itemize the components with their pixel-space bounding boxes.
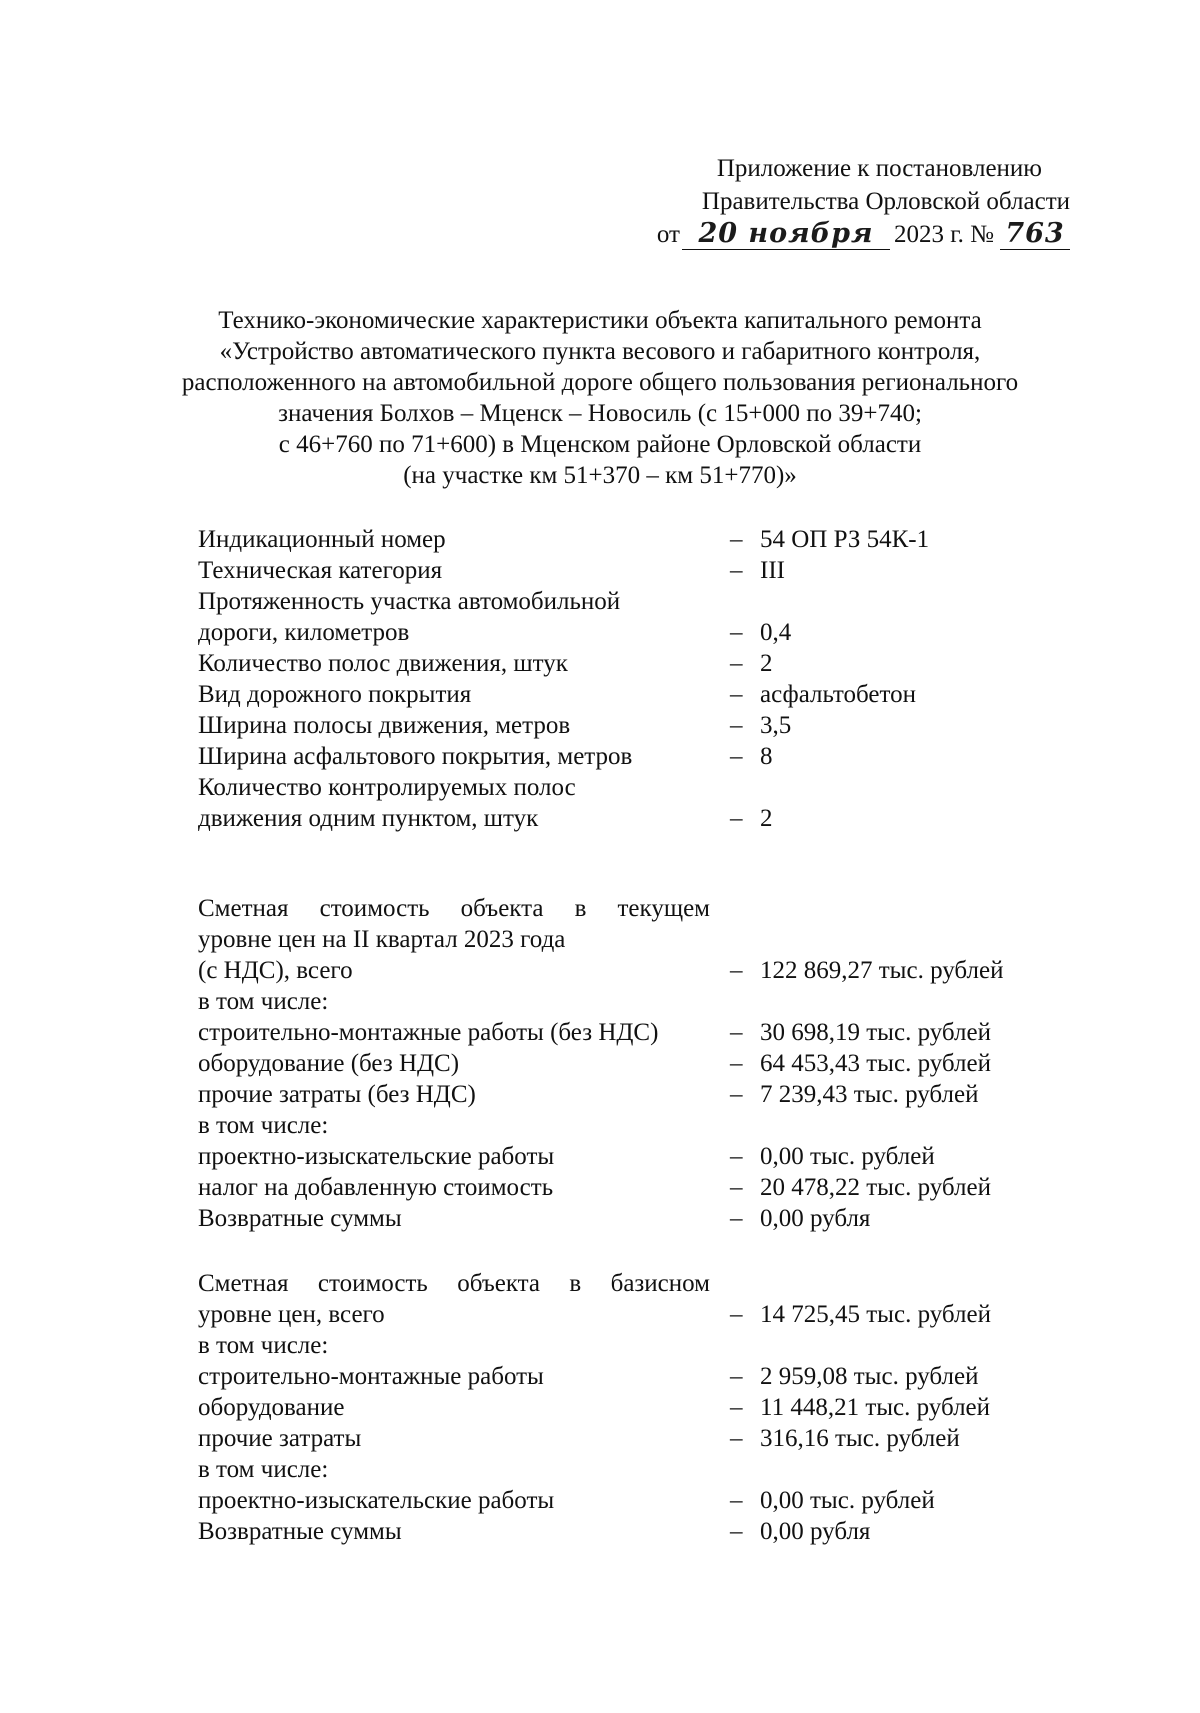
title-line: Технико-экономические характеристики объекта капитального ремонта [218,307,982,334]
param-label-line: дороги, километров [198,619,410,646]
cost-row [198,955,1098,986]
param-row [198,648,1098,679]
param-value: асфальтобетон [760,681,916,708]
param-row [198,555,1098,586]
cost-row [198,1299,1098,1330]
cost-value: 7 239,43 тыс. рублей [760,1081,979,1108]
param-dash: – [730,619,743,646]
current-cost-section [198,893,1098,1234]
document-title [150,305,1050,491]
cost-intro: Сметная стоимость объекта в текущем [198,895,710,922]
cost-row [198,1141,1098,1172]
cost-value: 11 448,21 тыс. рублей [760,1394,991,1421]
cost-row [198,1203,1098,1234]
cost-label: в том числе: [198,1112,329,1139]
title-line: (на участке км 51+370 – км 51+770)» [403,462,797,489]
cost-label: в том числе: [198,988,329,1015]
title-line: значения Болхов – Мценск – Новосиль (с 15+000 по 39+740; [278,400,922,427]
cost-label: прочие затраты (без НДС) [198,1081,476,1108]
cost-label: Возвратные суммы [198,1518,402,1545]
cost-row [198,893,1098,924]
param-dash: – [730,681,743,708]
param-value: 8 [760,743,773,770]
param-row [198,710,1098,741]
cost-row [198,1516,1098,1547]
cost-row [198,1172,1098,1203]
cost-row [198,1017,1098,1048]
param-label: Техническая категория [198,557,443,584]
param-dash: – [730,650,743,677]
param-dash: – [730,557,743,584]
cost-dash: – [730,1363,743,1390]
cost-dash: – [730,1143,743,1170]
cost-value: 0,00 тыс. рублей [760,1143,935,1170]
cost-value: 64 453,43 тыс. рублей [760,1050,991,1077]
param-label: Количество полос движения, штук [198,650,568,677]
param-dash: – [730,526,743,553]
param-row [198,586,1098,648]
param-dash: – [730,712,743,739]
header-line-1: Приложение к постановлению [716,155,1042,182]
cost-value: 122 869,27 тыс. рублей [760,957,1004,984]
param-value: 2 [760,805,773,832]
cost-label: налог на добавленную стоимость [198,1174,554,1201]
param-label [198,772,718,834]
param-label-line: движения одним пунктом, штук [198,805,539,832]
cost-dash: – [730,1050,743,1077]
cost-dash: – [730,1081,743,1108]
appendix-header [640,152,1070,251]
param-label [198,586,718,648]
cost-row [198,1485,1098,1516]
param-value: 3,5 [760,712,792,739]
cost-row [198,1048,1098,1079]
cost-intro: уровне цен на II квартал 2023 года [198,926,566,953]
param-row [198,524,1098,555]
param-value: 2 [760,650,773,677]
param-row [198,772,1098,834]
cost-row [198,1110,1098,1141]
header-line-2: Правительства Орловской области [701,188,1070,215]
cost-value: 20 478,22 тыс. рублей [760,1174,991,1201]
cost-label: в том числе: [198,1456,329,1483]
cost-dash: – [730,1174,743,1201]
cost-dash: – [730,1301,743,1328]
cost-value: 14 725,45 тыс. рублей [760,1301,991,1328]
cost-label: уровне цен, всего [198,1301,385,1328]
param-label-line: Количество контролируемых полос [198,774,576,801]
param-value: 54 ОП РЗ 54К-1 [760,526,930,553]
param-dash: – [730,805,743,832]
cost-row [198,1361,1098,1392]
cost-label: прочие затраты [198,1425,362,1452]
cost-label: оборудование (без НДС) [198,1050,460,1077]
cost-value: 0,00 рубля [760,1205,871,1232]
cost-value: 30 698,19 тыс. рублей [760,1019,991,1046]
cost-dash: – [730,1425,743,1452]
cost-label: проектно-изыскательские работы [198,1143,555,1170]
cost-row [198,986,1098,1017]
title-line: «Устройство автоматического пункта весового и габаритного контроля, [219,338,981,365]
cost-value: 0,00 рубля [760,1518,871,1545]
cost-value: 316,16 тыс. рублей [760,1425,960,1452]
handwritten-number: 763 [1000,219,1070,250]
param-label: Ширина полосы движения, метров [198,712,571,739]
param-label-line: Протяженность участка автомобильной [198,588,621,615]
param-label: Вид дорожного покрытия [198,681,472,708]
param-value: 0,4 [760,619,792,646]
title-line: расположенного на автомобильной дороге общего пользования регионального [181,369,1019,396]
title-line: с 46+760 по 71+600) в Мценском районе Орловской области [278,431,922,458]
handwritten-date: 20 ноября [682,219,890,250]
cost-row [198,1330,1098,1361]
cost-dash: – [730,1019,743,1046]
param-label: Ширина асфальтового покрытия, метров [198,743,633,770]
cost-row [198,1392,1098,1423]
cost-label: проектно-изыскательские работы [198,1487,555,1514]
header-year: 2023 г. № [893,221,994,248]
cost-row [198,924,1098,955]
cost-label: Возвратные суммы [198,1205,402,1232]
cost-row [198,1423,1098,1454]
header-from: от [656,221,680,248]
param-label: Индикационный номер [198,526,446,553]
cost-label: в том числе: [198,1332,329,1359]
param-row [198,741,1098,772]
cost-row [198,1079,1098,1110]
cost-row [198,1454,1098,1485]
cost-dash: – [730,1205,743,1232]
cost-dash: – [730,957,743,984]
cost-intro: Сметная стоимость объекта в базисном [198,1270,710,1297]
cost-value: 2 959,08 тыс. рублей [760,1363,979,1390]
cost-label: (с НДС), всего [198,957,353,984]
base-cost-section [198,1268,1098,1547]
cost-dash: – [730,1487,743,1514]
cost-value: 0,00 тыс. рублей [760,1487,935,1514]
cost-label: строительно-монтажные работы [198,1363,544,1390]
param-dash: – [730,743,743,770]
param-row [198,679,1098,710]
technical-parameters [198,524,1098,834]
cost-dash: – [730,1394,743,1421]
cost-dash: – [730,1518,743,1545]
param-value: III [760,557,785,584]
cost-label: оборудование [198,1394,345,1421]
cost-row [198,1268,1098,1299]
cost-label: строительно-монтажные работы (без НДС) [198,1019,659,1046]
